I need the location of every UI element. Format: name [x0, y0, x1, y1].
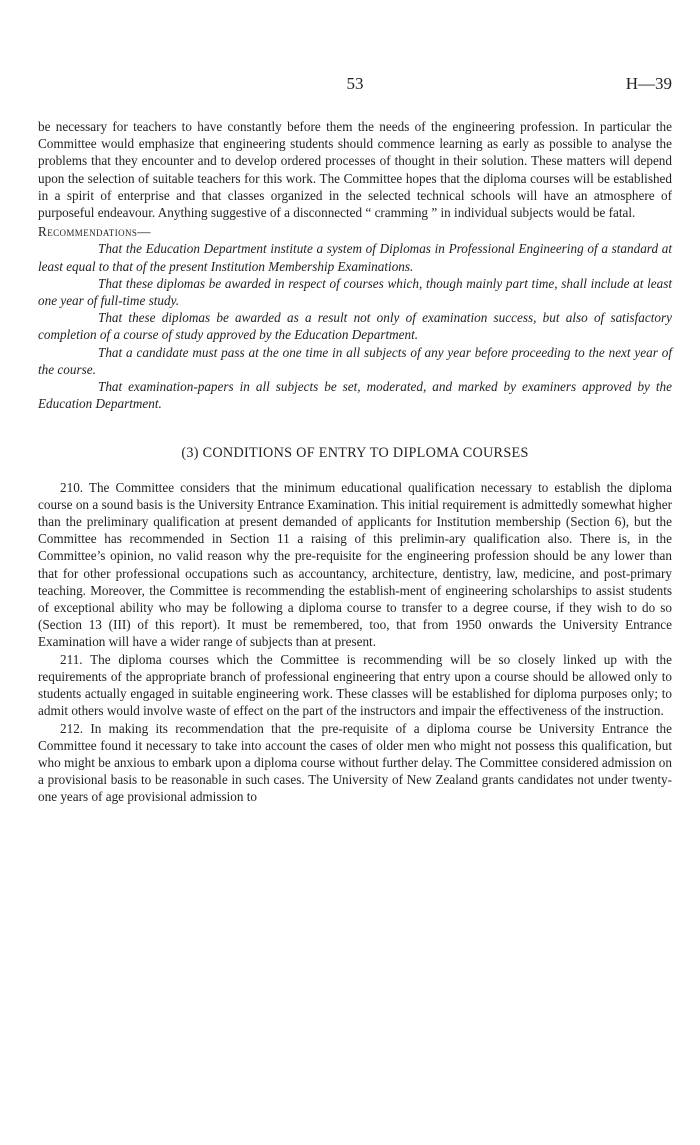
- page-header: [38, 74, 672, 96]
- numbered-paragraph: [38, 479, 672, 651]
- recommendation-item: That these diplomas be awarded in respect of courses which, though mainly part time, shall include at least one year of full-time study.: [38, 275, 672, 309]
- recommendation-item: That the Education Department institute a system of Diplomas in Professional Engineering of a standard at least equal to that of the present Institution Membership Examinations.: [38, 241, 672, 274]
- recommendation-item: That examination-papers in all subjects be set, moderated, and marked by examiners approved by the Education Department.: [38, 379, 672, 412]
- page-body: [38, 118, 672, 806]
- recommendation-item: That a candidate must pass at the one time in all subjects of any year before proceeding to the next year of the course.: [38, 344, 672, 377]
- paragraph-number: 212.: [60, 720, 84, 736]
- numbered-paragraph: [38, 651, 672, 720]
- paragraph-text: The diploma courses which the Committee is recommending will be so closely linked up with the requirements of the appropriate branch of professional engineering that entry upon a course should be allowed only to students actually engaged in suitable engineering work. These classes will be established for diploma purposes only; to admit others would involve waste of effect on the part of the instructors and impair the effectiveness of the instruction.: [38, 651, 672, 719]
- recommendation-item: That these diplomas be awarded as a result not only of examination success, but also of satisfactory completion of a course of study approved by the Education Department.: [38, 310, 672, 343]
- section-title: (3) CONDITIONS OF ENTRY TO DIPLOMA COURSES: [181, 445, 529, 462]
- paragraph-number: 210.: [60, 479, 84, 495]
- page-number: 53: [346, 74, 364, 93]
- continuation-paragraph: be necessary for teachers to have constantly before them the needs of the engineering profession. In particular the Committee would emphasize that engineering students should commence learning as early as possible to analyse the problems that they encounter and to develop ordered processes of thought in their solution. These matters will depend upon the selection of suitable teachers for this work. The Committee hopes that the diploma courses will be established in a spirit of enterprise and that classes organized in the selected technical schools will have an atmosphere of purposeful endeavour. Anything suggestive of a disconnected “ cramming ” in individual subjects would be fatal.: [38, 119, 672, 221]
- paragraph-text: In making its recommendation that the pre-requisite of a diploma course be University Entrance the Committee found it necessary to take into account the cases of older men who might not possess this qualification, but who might be anxious to embark upon a diploma course without further delay. The Committee considered admission on a provisional basis to be reasonable in such cases. The University of New Zealand grants candidates not under twenty-one years of age provisional admission to: [38, 720, 672, 805]
- paragraph-number: 211.: [60, 651, 83, 667]
- numbered-paragraph: [38, 720, 672, 806]
- page-reference: H—39: [625, 74, 672, 93]
- recommendations-heading: Recommendations—: [38, 224, 151, 240]
- paragraph-text: The Committee considers that the minimum educational qualification necessary to establish the diploma course on a sound basis is the University Entrance Examination. This initial requirement is admittedly somewhat higher than the preliminary qualification at present demanded of applicants for Institution membership (Section 6), but the Committee has recommended in Section 11 a raising of this prelimin-ary qualification also. There is, in the Committee’s opinion, no valid reason why the pre-requisite for the engineering profession should be any lower than that for other professional occupations such as accountancy, architecture, dentistry, law, medicine, and post-primary teaching. Moreover, the Committee is recommending the establish-ment of engineering scholarships to assist students of exceptional ability who may be following a diploma course to transfer to a degree course, if they wish to do so (Section 13 (III) of this report). It must be remembered, too, that from 1950 onwards the University Entrance Examination will have a wider range of subjects than at present.: [38, 479, 672, 650]
